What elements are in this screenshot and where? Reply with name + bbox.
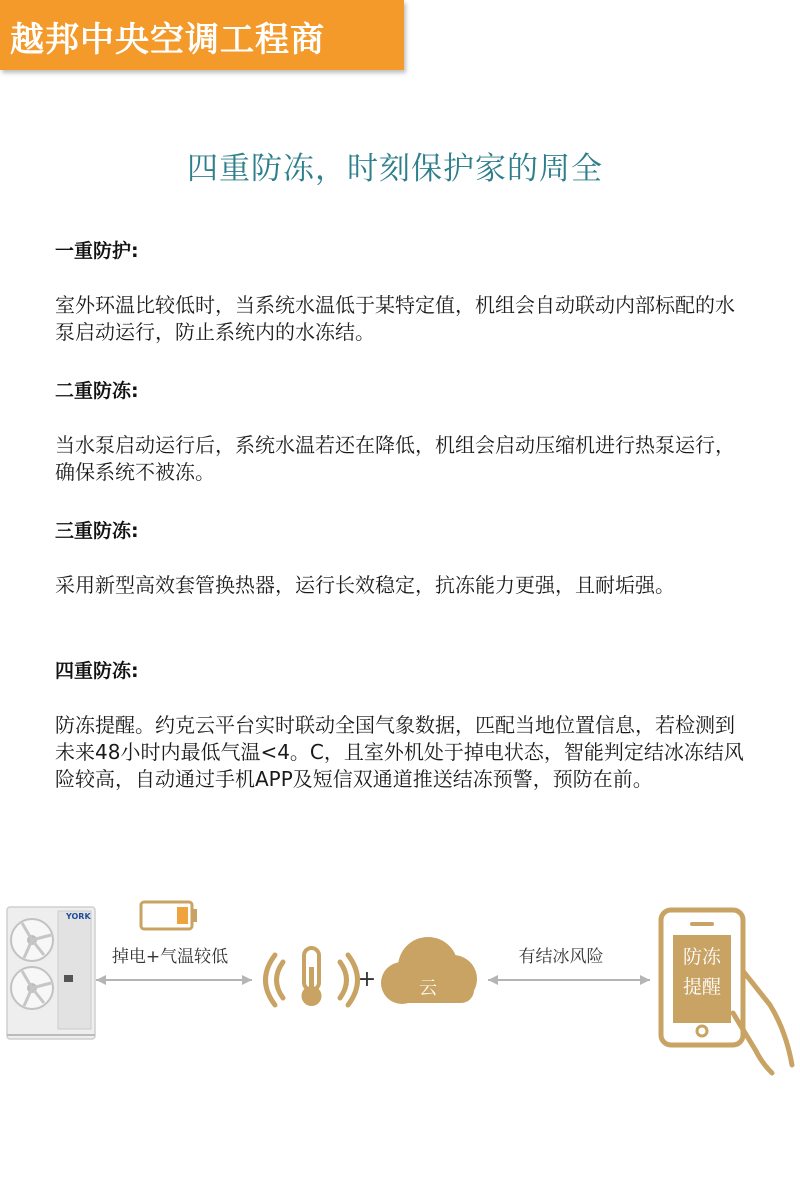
section-title: 一重防护: — [55, 240, 139, 262]
page-headline: 四重防冻，时刻保护家的周全 — [187, 151, 603, 187]
section-body: 防冻提醒。约克云平台实时联动全国气象数据，匹配当地位置信息，若检测到未来48小时内最低气温<4。C，且室外机处于掉电状态，智能判定结冰冻结风险较高，自动通过手机APP及短信双通道推送结冻预警，预防在前。 — [55, 713, 744, 791]
brand-title: 越邦中央空调工程商 — [10, 20, 325, 60]
phone-alert-line-1: 防冻 — [682, 946, 722, 968]
section-3 — [55, 516, 745, 599]
section-body: 采用新型高效套管换热器，运行长效稳定，抗冻能力更强，且耐垢强。 — [55, 573, 675, 597]
section-2 — [55, 376, 745, 486]
plus-sign: + — [357, 967, 377, 992]
unit-brand-label: YORK — [66, 912, 91, 921]
section-title: 四重防冻: — [55, 660, 139, 682]
double-arrow-left — [96, 975, 252, 985]
battery-low-icon — [141, 902, 197, 929]
section-body: 当水泵启动运行后，系统水温若还在降低，机组会启动压缩机进行热泵运行，确保系统不被冻。 — [55, 433, 735, 484]
thermometer-sensor-icon — [266, 948, 358, 1006]
section-1 — [55, 236, 745, 346]
phone-alert-line-2: 提醒 — [682, 976, 722, 998]
section-title: 二重防冻: — [55, 380, 139, 402]
brand-banner — [0, 0, 404, 70]
double-arrow-right — [488, 975, 650, 985]
section-title: 三重防冻: — [55, 520, 139, 542]
ice-risk-label: 有结冰风险 — [518, 947, 604, 967]
cloud-label: 云 — [419, 978, 437, 999]
power-loss-label: 掉电+气温较低 — [111, 947, 229, 967]
phone-alert-icon — [661, 910, 792, 1073]
section-4 — [55, 656, 745, 793]
outdoor-unit-icon — [7, 907, 95, 1039]
section-body: 室外环温比较低时，当系统水温低于某特定值，机组会自动联动内部标配的水泵启动运行，防止系统内的水冻结。 — [55, 293, 735, 344]
freeze-alert-diagram — [0, 885, 800, 1085]
